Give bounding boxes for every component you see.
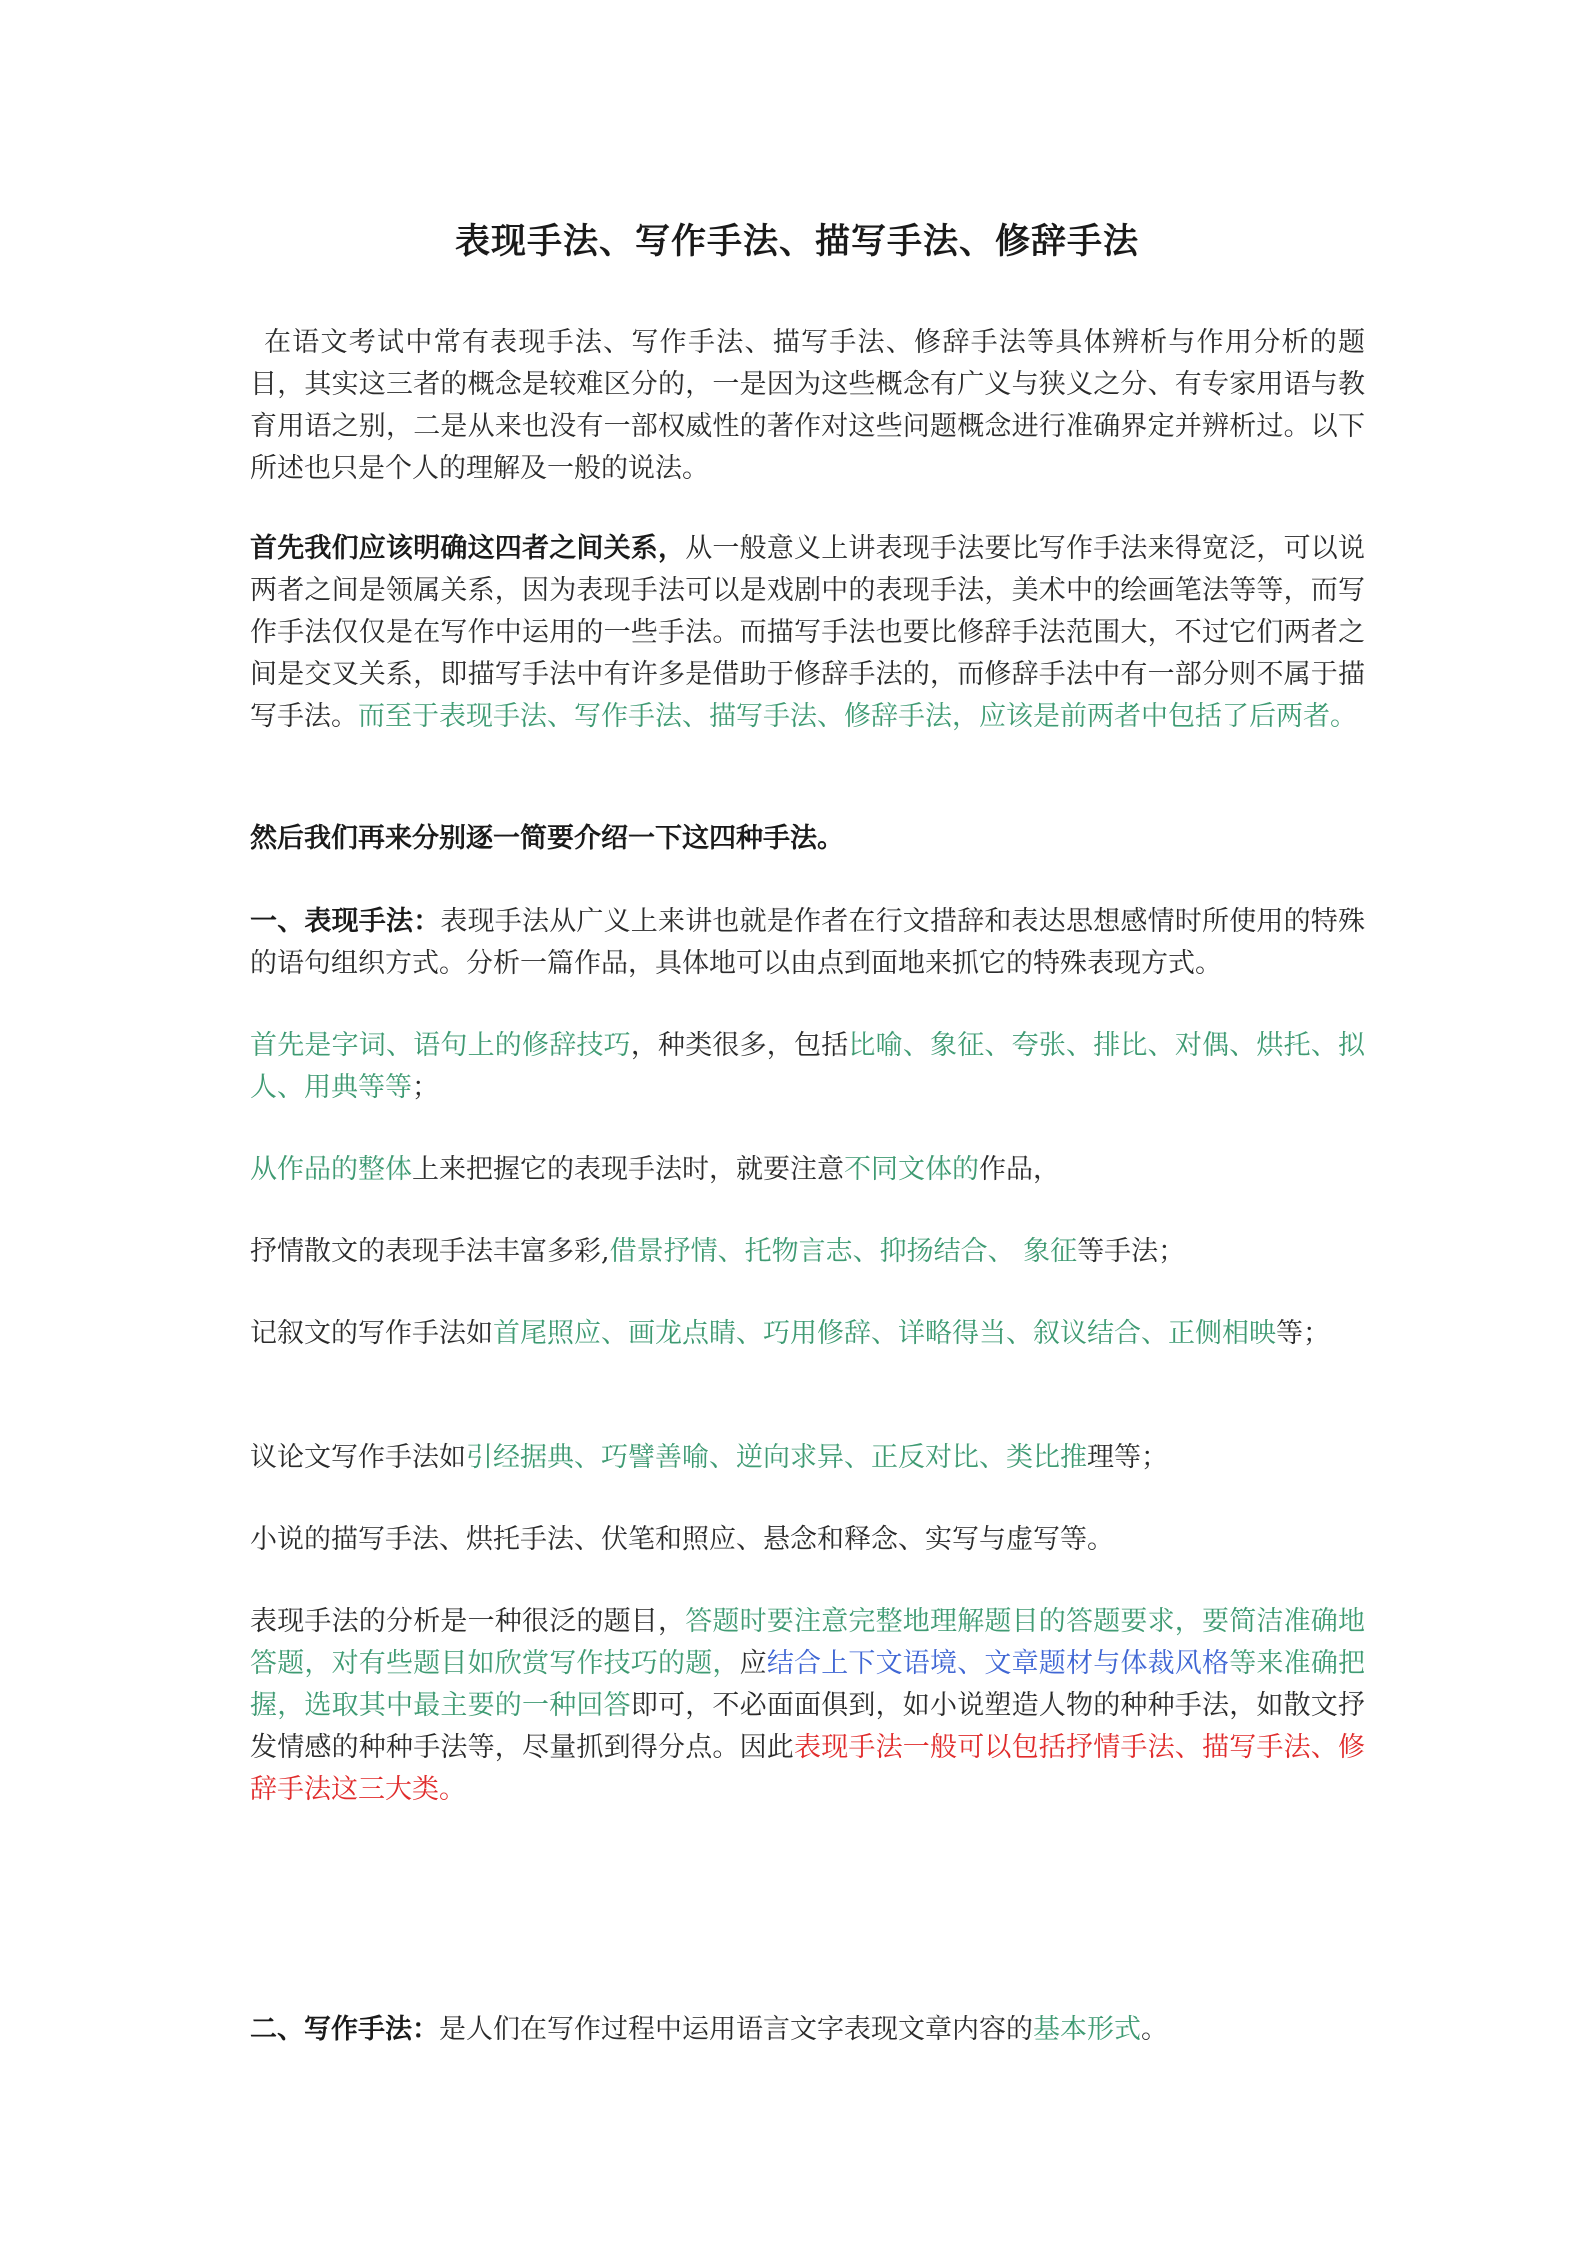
argument-lead: 议论文写作手法如 <box>250 1442 466 1473</box>
argument-end: 理等； <box>1087 1442 1168 1473</box>
section1-heading: 一、表现手法： <box>250 906 441 937</box>
analysis-p5: 等来准确把握，选取其中最主要的一种回答 <box>250 1648 1366 1721</box>
section2-highlight: 基本形式 <box>1033 2014 1141 2045</box>
narrative-lead: 记叙文的写作手法如 <box>250 1318 493 1349</box>
document-title: 表现手法、写作手法、描写手法、修辞手法 <box>454 221 1139 262</box>
intro-paragraph: 在语文考试中常有表现手法、写作手法、描写手法、修辞手法等具体辨析与作用分析的题目，其实这三者的概念是较难区分的，一是因为这些概念有广义与狭义之分、有专家用语与教育用语之别，二是从来也没有一部权威性的著作对这些问题概念进行准确界定并辨析过。以下所述也只是个人的理解及一般的说法。 <box>250 327 1365 484</box>
relation-body: 从一般意义上讲表现手法要比写作手法来得宽泛，可以说两者之间是领属关系，因为表现手法可以是戏剧中的表现手法，美术中的绘画笔法等等，而写作手法仅仅是在写作中运用的一些手法。而描写手法也要比修辞手法范围大，不过它们两者之间是交叉关系，即描写手法中有许多是借助于修辞手法的，而修辞手法中有一部分则不属于描写手法。 <box>250 533 1366 732</box>
lyric-lead: 抒情散文的表现手法丰富多彩, <box>250 1236 610 1267</box>
whole-part3: 不同文体的 <box>844 1154 979 1185</box>
relation-conclusion: 而至于表现手法、写作手法、描写手法、修辞手法，应该是前两者中包括了后两者。 <box>358 701 1357 732</box>
whole-part4: 作品， <box>979 1154 1060 1185</box>
lyric-items: 借景抒情、托物言志、抑扬结合、 象征 <box>609 1236 1078 1267</box>
rhetoric-items: 比喻、象征、夸张、排比、对偶、烘托、拟人、用典等等 <box>250 1030 1366 1103</box>
rhetoric-end: ； <box>412 1072 439 1103</box>
analysis-p2: 答题时要注意完整地理解题目的答题要求，要简洁准确地答题，对有些题目如欣赏写作技巧的题， <box>250 1606 1366 1679</box>
rhetoric-mid: ，种类很多，包括 <box>630 1030 849 1061</box>
rhetoric-lead: 首先是字词、语句上的修辞技巧 <box>250 1030 631 1061</box>
narrative-end: 等； <box>1276 1318 1330 1349</box>
relation-lead: 首先我们应该明确这四者之间关系， <box>250 533 686 564</box>
analysis-p4: 结合上下文语境、文章题材与体裁风格 <box>766 1648 1230 1679</box>
novel-paragraph: 小说的描写手法、烘托手法、伏笔和照应、悬念和释念、实写与虚写等。 <box>250 1524 1114 1555</box>
lyric-end: 等手法； <box>1077 1236 1186 1267</box>
analysis-paragraph <box>250 1601 1365 1811</box>
argument-items: 引经据典、巧譬善喻、逆向求异、正反对比、类比推 <box>466 1442 1087 1473</box>
analysis-p1: 表现手法的分析是一种很泛的题目， <box>250 1606 686 1637</box>
analysis-p7: 表现手法一般可以包括抒情手法、描写手法、修辞手法这三大类。 <box>250 1732 1365 1805</box>
section2-heading: 二、写作手法： <box>250 2014 439 2045</box>
narrative-paragraph <box>250 1313 1365 1355</box>
whole-part2: 上来把握它的表现手法时，就要注意 <box>412 1154 844 1185</box>
section2-end: 。 <box>1141 2014 1168 2045</box>
section1-body: 表现手法从广义上来讲也就是作者在行文措辞和表达思想感情时所使用的特殊的语句组织方式。分析一篇作品，具体地可以由点到面地来抓它的特殊表现方式。 <box>250 906 1366 979</box>
analysis-p3: 应 <box>739 1648 767 1679</box>
whole-part1: 从作品的整体 <box>250 1154 412 1185</box>
rhetoric-paragraph <box>250 1025 1365 1109</box>
section1-paragraph <box>250 901 1365 985</box>
analysis-p6: 即可，不必面面俱到，如小说塑造人物的种种手法，如散文抒发情感的种种手法等，尽量抓到得分点。因此 <box>250 1690 1366 1763</box>
lyric-paragraph <box>250 1231 1365 1273</box>
argument-paragraph <box>250 1437 1365 1479</box>
relation-paragraph <box>250 528 1365 738</box>
narrative-items: 首尾照应、画龙点睛、巧用修辞、详略得当、叙议结合、正侧相映 <box>493 1318 1276 1349</box>
section2-paragraph <box>250 2009 1365 2051</box>
transition-paragraph: 然后我们再来分别逐一简要介绍一下这四种手法。 <box>250 823 844 854</box>
section2-body: 是人们在写作过程中运用语言文字表现文章内容的 <box>439 2014 1033 2045</box>
whole-paragraph <box>250 1149 1365 1191</box>
